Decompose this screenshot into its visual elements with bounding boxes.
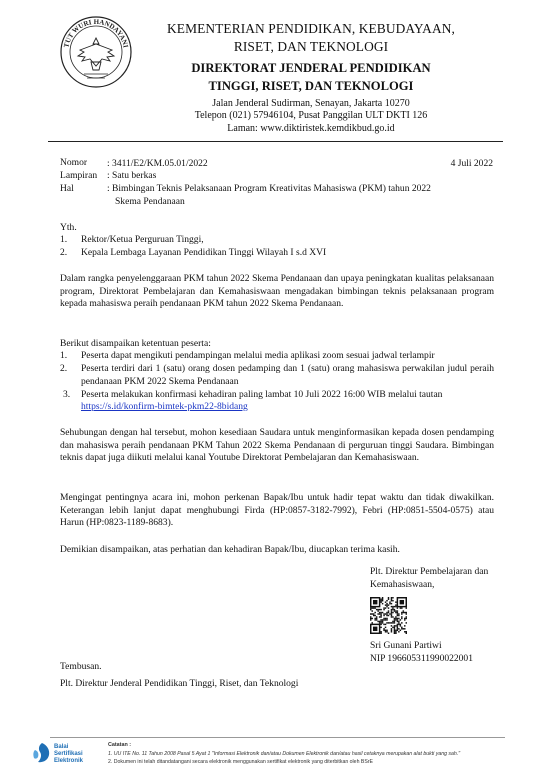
provision-number: 3. [63, 389, 71, 400]
lampiran-label: Lampiran [60, 170, 98, 181]
header-directorate-line2: TINGGI, RISET, DAN TEKNOLOGI [208, 79, 414, 93]
recipient-item: Rektor/Ketua Perguruan Tinggi, [81, 234, 204, 245]
recipient-item: Kepala Lembaga Layanan Pendidikan Tinggi Wilayah I s.d XVI [81, 247, 327, 258]
signatory-title-line1: Plt. Direktur Pembelajaran dan [370, 566, 489, 577]
recipient-number: 2. [60, 247, 68, 258]
cc-item: Plt. Direktur Jenderal Pendidikan Tinggi, Riset, dan Teknologi [60, 678, 299, 689]
footer-note-1: 1. UU ITE No. 11 Tahun 2008 Pasal 5 Ayat 1 "Informasi Elektronik dan/atau Dokumen Elektronik dan/atau hasil cetaknya merupakan alat bukti yang sah." [108, 751, 461, 757]
signatory-nip: NIP 196605311990022001 [370, 653, 473, 664]
bsre-name-line3: Elektronik [54, 758, 84, 764]
logo-text: TUT WURI HANDAYANI [62, 17, 130, 49]
hal-label: Hal [60, 183, 74, 194]
provision-number: 1. [60, 350, 68, 361]
header-address: Jalan Jenderal Sudirman, Senayan, Jakarta 10270 [212, 98, 410, 109]
confirmation-link[interactable]: https://s.id/konfirm-bimtek-pkm22-8bidang [81, 401, 248, 412]
paragraph-attendance: Mengingat pentingnya acara ini, mohon perkenan Bapak/Ibu untuk hadir tepat waktu dan tidak diwakilkan. Keterangan lebih lanjut dapat menghubungi Firda (HP:0857-3182-7992), Febri (HP:0851-5504-0575) atau Harun (HP:0823-1189-8683). [60, 492, 494, 529]
bsre-name-line2: Sertifikasi [54, 751, 83, 757]
provision-number: 2. [60, 363, 68, 374]
cc-label: Tembusan. [60, 661, 102, 672]
letter-date: 4 Juli 2022 [450, 158, 493, 169]
header-divider [48, 141, 503, 142]
header-directorate-line1: DIREKTORAT JENDERAL PENDIDIKAN [191, 61, 431, 75]
bsre-logo-icon [32, 742, 52, 764]
provision-item: Peserta melakukan konfirmasi kehadiran paling lambat 10 Juli 2022 16:00 WIB melalui tautan [81, 389, 443, 400]
hal-value-line1: : Bimbingan Teknis Pelaksanaan Program Kreativitas Mahasiswa (PKM) tahun 2022 [107, 183, 431, 194]
hal-value-line2: Skema Pendanaan [115, 196, 185, 207]
provisions-intro: Berikut disampaikan ketentuan peserta: [60, 338, 211, 349]
paragraph-closing: Demikian disampaikan, atas perhatian dan kehadiran Bapak/Ibu, diucapkan terima kasih. [60, 544, 400, 555]
paragraph-intro: Dalam rangka penyelenggaraan PKM tahun 2022 Skema Pendanaan dan upaya peningkatan kualitas pelaksanaan program, Direktorat Pembelajaran dan Kemahasiswaan mengadakan bimbingan teknis pelaksanaan program kepada mahasiswa peraih pendanaan PKM tahun 2022 Skema Pendanaan. [60, 273, 494, 310]
recipient-number: 1. [60, 234, 68, 245]
header-ministry-line2: RISET, DAN TEKNOLOGI [233, 39, 389, 54]
greeting: Yth. [60, 222, 77, 233]
footer-note-2: 2. Dokumen ini telah ditandatangani secara elektronik menggunakan sertifikat elektronik yang diterbitkan oleh BSrE [108, 759, 374, 765]
signatory-title-line2: Kemahasiswaan, [370, 579, 435, 590]
provision-item: Peserta dapat mengikuti pendampingan melalui media aplikasi zoom sesuai jadwal terlampir [81, 350, 435, 361]
tut-wuri-handayani-logo [58, 14, 134, 90]
nomor-value: : 3411/E2/KM.05.01/2022 [107, 158, 208, 169]
footer-note-label: Catatan : [108, 742, 132, 748]
qr-code-icon [370, 597, 407, 634]
bsre-name-line1: Balai [54, 744, 69, 750]
header-website: Laman: www.diktiristek.kemdikbud.go.id [227, 123, 395, 134]
paragraph-information: Sehubungan dengan hal tersebut, mohon kesediaan Saudara untuk menginformasikan kepada dosen pendamping dan mahasiswa peraih pendanaan PKM Tahun 2022 Skema Pendanaan di perguruan tinggi Saudara. Bimbingan teknis dapat juga diikuti melalui kanal Youtube Direktorat Pembelajaran dan Kemahasiswaan. [60, 427, 494, 464]
header-phone: Telepon (021) 57946104, Pusat Panggilan ULT DKTI 126 [194, 110, 428, 121]
header-ministry-line1: KEMENTERIAN PENDIDIKAN, KEBUDAYAAN, [167, 21, 455, 36]
signatory-name: Sri Gunani Partiwi [370, 640, 442, 651]
nomor-label: Nomor [60, 157, 88, 168]
footer-divider [50, 737, 505, 738]
lampiran-value: : Satu berkas [107, 170, 157, 181]
provision-item: Peserta terdiri dari 1 (satu) orang dosen pedamping dan 1 (satu) orang mahasiswa perwakilan judul peraih pendanaan PKM 2022 Skema Pendanaan [81, 363, 494, 387]
